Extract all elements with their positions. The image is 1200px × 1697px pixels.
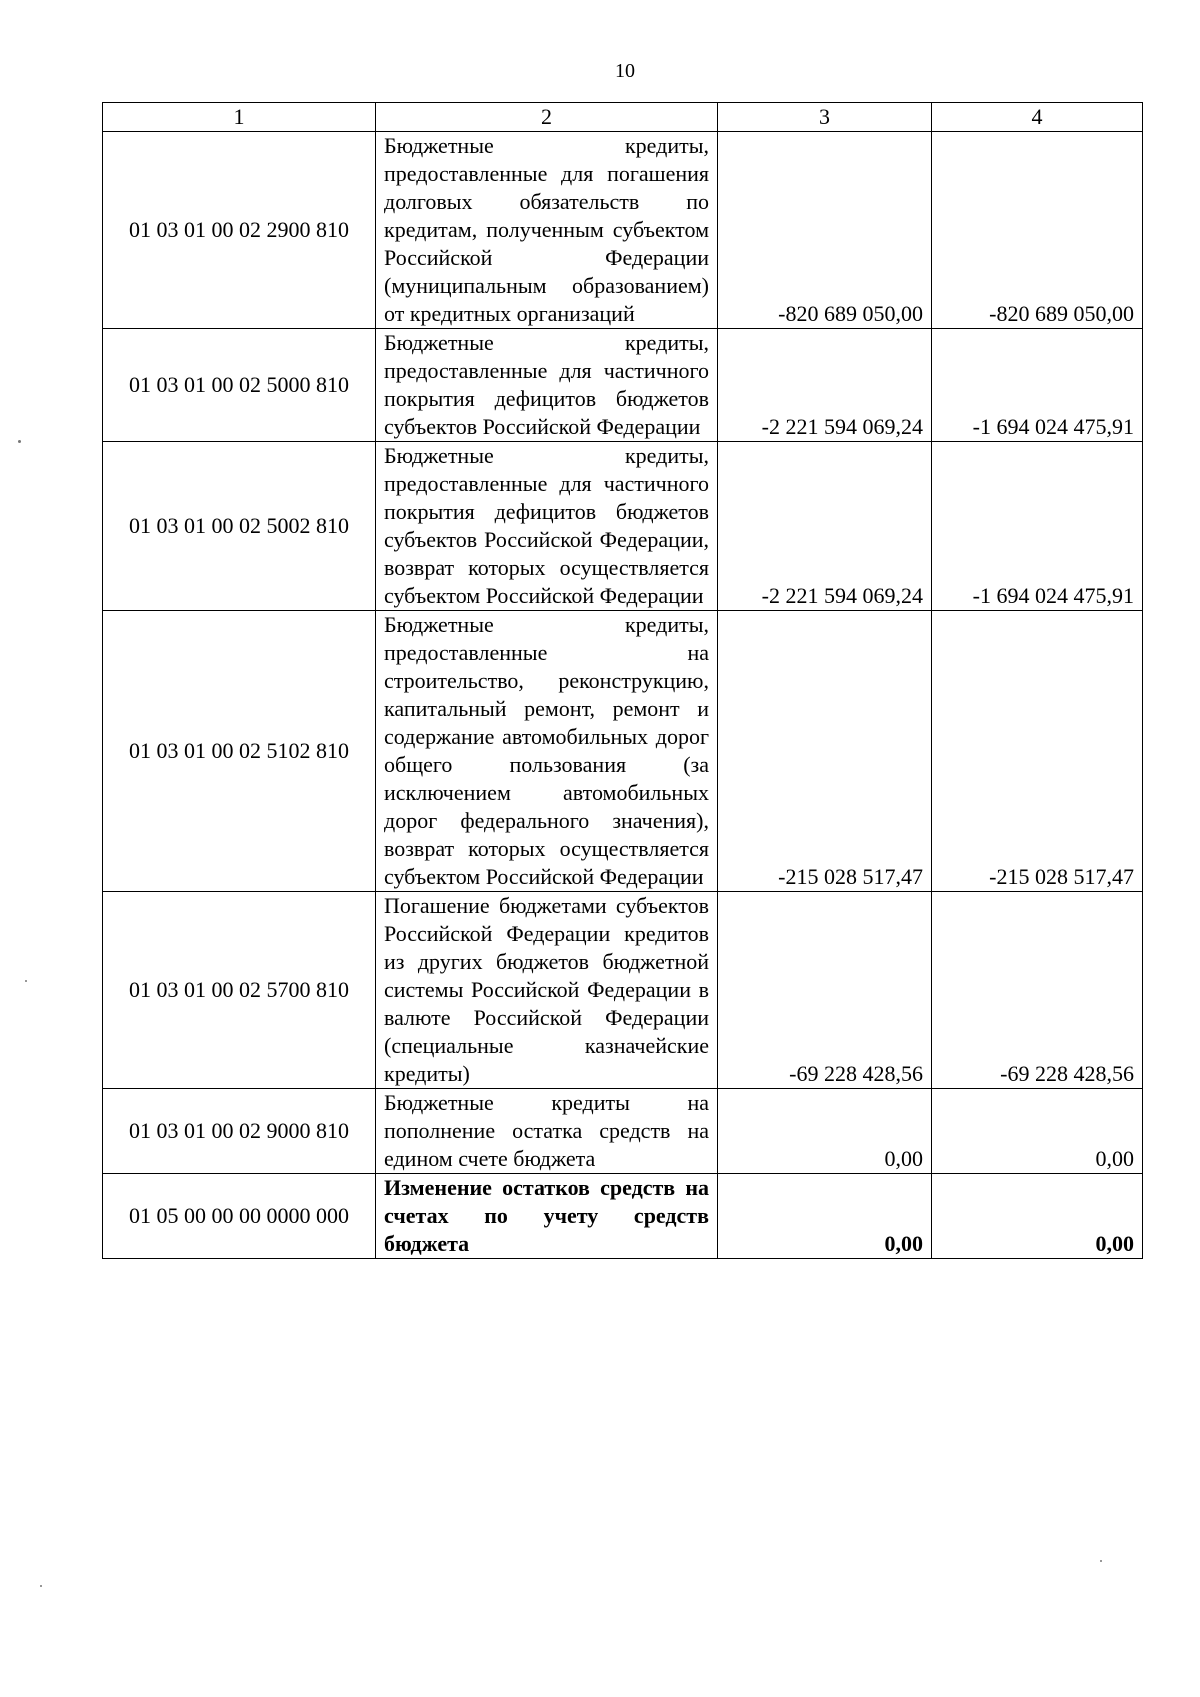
table-row [103,1089,1143,1174]
column-header-1: 1 [103,103,376,132]
row-description: Бюджетные кредиты, предоставленные для погашения долговых обязательств по кредитам, полученным субъектом Российской Федерации (муниципальным образованием) от кредитных организаций [376,132,718,329]
row-amount-col3: -215 028 517,47 [718,611,932,892]
row-amount-col4: 0,00 [932,1089,1143,1174]
row-amount-col3: -69 228 428,56 [718,892,932,1089]
table-row-total [103,1174,1143,1259]
row-amount-col4: -1 694 024 475,91 [932,442,1143,611]
row-description: Погашение бюджетами субъектов Российской Федерации кредитов из других бюджетов бюджетной системы Российской Федерации в валюте Российской Федерации (специальные казначейские кредиты) [376,892,718,1089]
row-code: 01 03 01 00 02 5002 810 [103,442,376,611]
row-code: 01 03 01 00 02 9000 810 [103,1089,376,1174]
row-amount-col4: -1 694 024 475,91 [932,329,1143,442]
row-code: 01 05 00 00 00 0000 000 [103,1174,376,1259]
row-amount-col4: -69 228 428,56 [932,892,1143,1089]
row-amount-col3: -2 221 594 069,24 [718,329,932,442]
column-header-4: 4 [932,103,1143,132]
row-amount-col3: -2 221 594 069,24 [718,442,932,611]
row-description: Бюджетные кредиты, предоставленные на строительство, реконструкцию, капитальный ремонт, ремонт и содержание автомобильных дорог общего пользования (за исключением автомобильных дорог федерального значения), возврат которых осуществляется субъектом Российской Федерации [376,611,718,892]
table-row [103,132,1143,329]
table-header-row [103,103,1143,132]
page-number: 10 [615,60,635,82]
scan-speck [1100,1560,1102,1562]
row-amount-col4: -215 028 517,47 [932,611,1143,892]
row-amount-col3: 0,00 [718,1089,932,1174]
row-amount-col3: -820 689 050,00 [718,132,932,329]
table-row [103,442,1143,611]
table-row [103,892,1143,1089]
row-description: Бюджетные кредиты, предоставленные для частичного покрытия дефицитов бюджетов субъектов Российской Федерации [376,329,718,442]
table-row [103,329,1143,442]
column-header-2: 2 [376,103,718,132]
row-code: 01 03 01 00 02 5102 810 [103,611,376,892]
row-amount-col4: 0,00 [932,1174,1143,1259]
budget-sources-table [102,102,1143,1259]
row-amount-col3: 0,00 [718,1174,932,1259]
row-description: Изменение остатков средств на счетах по учету средств бюджета [376,1174,718,1259]
row-description: Бюджетные кредиты, предоставленные для частичного покрытия дефицитов бюджетов субъектов Российской Федерации, возврат которых осуществляется субъектом Российской Федерации [376,442,718,611]
column-header-3: 3 [718,103,932,132]
row-code: 01 03 01 00 02 5700 810 [103,892,376,1089]
row-code: 01 03 01 00 02 5000 810 [103,329,376,442]
scan-speck [25,980,27,982]
scan-speck [40,1585,42,1587]
row-code: 01 03 01 00 02 2900 810 [103,132,376,329]
row-description: Бюджетные кредиты на пополнение остатка средств на едином счете бюджета [376,1089,718,1174]
scan-speck [18,440,21,443]
row-amount-col4: -820 689 050,00 [932,132,1143,329]
table-row [103,611,1143,892]
